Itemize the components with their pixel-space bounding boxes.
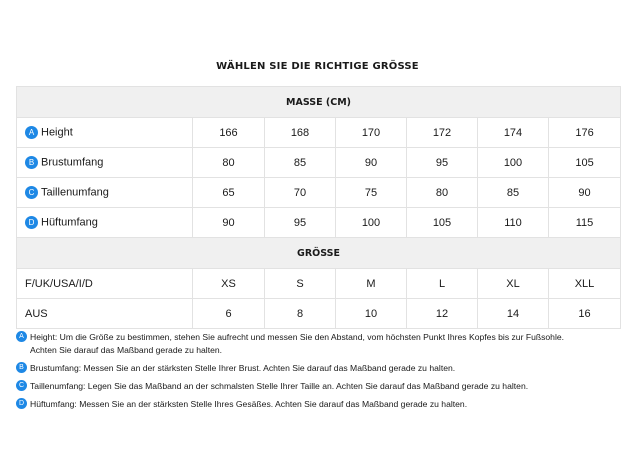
- table-cell: 90: [336, 148, 407, 178]
- table-row-brustumfang: [17, 148, 621, 178]
- section-title-sizes: GRÖSSE: [17, 238, 621, 269]
- table-cell: 65: [193, 178, 265, 208]
- badge-c-icon: C: [16, 380, 27, 391]
- table-cell: 105: [549, 148, 621, 178]
- note-text: Taillenumfang: Legen Sie das Maßband an der schmalsten Stelle Ihrer Taille an. Achten Sie darauf das Maßband gerade zu halten.: [30, 381, 529, 391]
- badge-d-icon: D: [16, 398, 27, 409]
- note-hueftumfang: [16, 398, 626, 411]
- badge-b-icon: B: [25, 156, 38, 169]
- table-cell: 172: [407, 118, 478, 148]
- table-cell: 174: [478, 118, 549, 148]
- table-cell: S: [265, 269, 336, 299]
- section-header-measurements: [17, 87, 621, 118]
- table-cell: M: [336, 269, 407, 299]
- measurement-notes: [16, 331, 626, 416]
- row-label: [17, 148, 193, 178]
- table-cell: 166: [193, 118, 265, 148]
- badge-a-icon: A: [16, 331, 27, 342]
- table-cell: 110: [478, 208, 549, 238]
- row-label-text: Height: [41, 126, 73, 139]
- table-cell: 168: [265, 118, 336, 148]
- table-row-hueftumfang: [17, 208, 621, 238]
- table-row-aus-sizes: [17, 299, 621, 329]
- table-cell: 6: [193, 299, 265, 329]
- row-label: [17, 118, 193, 148]
- table-cell: 14: [478, 299, 549, 329]
- badge-d-icon: D: [25, 216, 38, 229]
- table-cell: 16: [549, 299, 621, 329]
- table-cell: 8: [265, 299, 336, 329]
- table-cell: 80: [193, 148, 265, 178]
- note-brustumfang: [16, 362, 626, 375]
- table-cell: 12: [407, 299, 478, 329]
- row-label-text: Taillenumfang: [41, 186, 109, 199]
- badge-c-icon: C: [25, 186, 38, 199]
- table-cell: 176: [549, 118, 621, 148]
- table-cell: 95: [265, 208, 336, 238]
- row-label: AUS: [17, 299, 193, 329]
- note-taillenumfang: [16, 380, 626, 393]
- table-cell: 95: [407, 148, 478, 178]
- row-label: [17, 208, 193, 238]
- table-cell: 115: [549, 208, 621, 238]
- table-cell: XS: [193, 269, 265, 299]
- table-cell: 105: [407, 208, 478, 238]
- table-cell: 70: [265, 178, 336, 208]
- note-text: Hüftumfang: Messen Sie an der stärksten Stelle Ihres Gesäßes. Achten Sie darauf das Maßband gerade zu halten.: [30, 399, 468, 409]
- section-header-sizes: [17, 238, 621, 269]
- table-row-height: [17, 118, 621, 148]
- table-cell: XLL: [549, 269, 621, 299]
- table-cell: 80: [407, 178, 478, 208]
- section-title-measurements: MASSE (CM): [17, 87, 621, 118]
- note-text: Brustumfang: Messen Sie an der stärksten Stelle Ihrer Brust. Achten Sie darauf das Maßband gerade zu halten.: [30, 363, 456, 373]
- row-label: F/UK/USA/I/D: [17, 269, 193, 299]
- table-cell: L: [407, 269, 478, 299]
- row-label-text: Hüftumfang: [41, 216, 98, 229]
- note-text-continued: Achten Sie darauf das Maßband gerade zu halten.: [30, 345, 223, 355]
- badge-a-icon: A: [25, 126, 38, 139]
- table-cell: 85: [478, 178, 549, 208]
- table-cell: 90: [193, 208, 265, 238]
- table-row-taillenumfang: [17, 178, 621, 208]
- table-cell: 90: [549, 178, 621, 208]
- table-cell: XL: [478, 269, 549, 299]
- table-cell: 75: [336, 178, 407, 208]
- page-title: WÄHLEN SIE DIE RICHTIGE GRÖSSE: [216, 61, 419, 72]
- size-chart-table: [16, 86, 621, 329]
- table-cell: 100: [336, 208, 407, 238]
- table-cell: 10: [336, 299, 407, 329]
- table-cell: 170: [336, 118, 407, 148]
- table-cell: 100: [478, 148, 549, 178]
- table-cell: 85: [265, 148, 336, 178]
- table-row-eu-sizes: [17, 269, 621, 299]
- badge-b-icon: B: [16, 362, 27, 373]
- row-label: [17, 178, 193, 208]
- note-text: Height: Um die Größe zu bestimmen, stehen Sie aufrecht und messen Sie den Abstand, vom höchsten Punkt Ihres Kopfes bis zur Fußsohle.: [30, 332, 565, 342]
- note-height: [16, 331, 626, 357]
- row-label-text: Brustumfang: [41, 156, 104, 169]
